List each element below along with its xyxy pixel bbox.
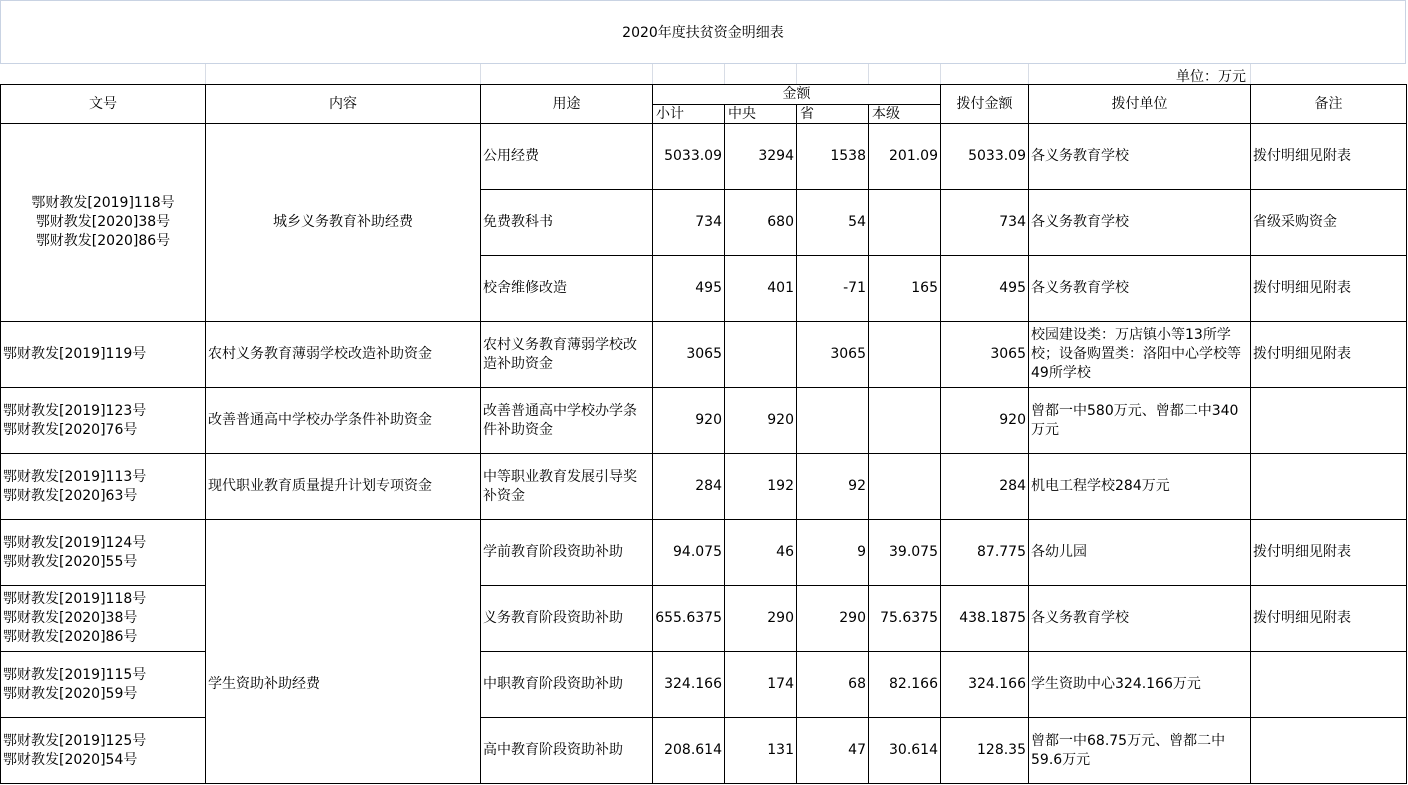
recipient-unit-cell: 各义务教育学校 [1029,190,1251,256]
use-cell: 高中教育阶段资助补助 [481,718,653,784]
remark-cell: 拨付明细见附表 [1251,124,1407,190]
use-cell: 中等职业教育发展引导奖补资金 [481,454,653,520]
remark-cell [1251,388,1407,454]
recipient-unit-cell: 各义务教育学校 [1029,124,1251,190]
table-row [1,520,1407,586]
central-cell: 290 [725,586,797,652]
content-cell: 学生资助补助经费 [206,520,481,784]
recipient-unit-cell: 各义务教育学校 [1029,256,1251,322]
use-cell: 义务教育阶段资助补助 [481,586,653,652]
table-row [1,388,1407,454]
central-cell: 3294 [725,124,797,190]
sheet-title: 2020年度扶贫资金明细表 [0,0,1406,64]
subtotal-cell: 920 [653,388,725,454]
header-province: 省 [797,105,869,124]
paid-amount-cell: 128.35 [941,718,1029,784]
header-doc: 文号 [1,85,206,124]
central-cell: 920 [725,388,797,454]
content-cell: 现代职业教育质量提升计划专项资金 [206,454,481,520]
local-cell [869,388,941,454]
local-cell: 201.09 [869,124,941,190]
doc-number-cell: 鄂财教发[2019]118号 鄂财教发[2020]38号 鄂财教发[2020]86号 [1,586,206,652]
header-paid: 拨付金额 [941,85,1029,124]
remark-cell [1251,454,1407,520]
table-row [1,454,1407,520]
paid-amount-cell: 438.1875 [941,586,1029,652]
subtotal-cell: 324.166 [653,652,725,718]
table-row [1,124,1407,190]
recipient-unit-cell: 曾都一中68.75万元、曾都二中59.6万元 [1029,718,1251,784]
doc-number-cell: 鄂财教发[2019]115号 鄂财教发[2020]59号 [1,652,206,718]
content-cell: 城乡义务教育补助经费 [206,124,481,322]
central-cell: 174 [725,652,797,718]
use-cell: 农村义务教育薄弱学校改造补助资金 [481,322,653,388]
province-cell [797,388,869,454]
province-cell: 54 [797,190,869,256]
recipient-unit-cell: 各义务教育学校 [1029,586,1251,652]
recipient-unit-cell: 曾都一中580万元、曾都二中340万元 [1029,388,1251,454]
central-cell: 192 [725,454,797,520]
recipient-unit-cell: 机电工程学校284万元 [1029,454,1251,520]
doc-number-cell: 鄂财教发[2019]118号 鄂财教发[2020]38号 鄂财教发[2020]86号 [1,124,206,322]
province-cell: 47 [797,718,869,784]
local-cell: 75.6375 [869,586,941,652]
doc-number-cell: 鄂财教发[2019]113号 鄂财教发[2020]63号 [1,454,206,520]
province-cell: -71 [797,256,869,322]
header-central: 中央 [725,105,797,124]
remark-cell: 拨付明细见附表 [1251,586,1407,652]
content-cell: 农村义务教育薄弱学校改造补助资金 [206,322,481,388]
header-content: 内容 [206,85,481,124]
remark-cell: 省级采购资金 [1251,190,1407,256]
doc-number-cell: 鄂财教发[2019]125号 鄂财教发[2020]54号 [1,718,206,784]
paid-amount-cell: 495 [941,256,1029,322]
subtotal-cell: 5033.09 [653,124,725,190]
doc-number-cell: 鄂财教发[2019]123号 鄂财教发[2020]76号 [1,388,206,454]
local-cell: 82.166 [869,652,941,718]
central-cell: 46 [725,520,797,586]
use-cell: 中职教育阶段资助补助 [481,652,653,718]
paid-amount-cell: 734 [941,190,1029,256]
central-cell: 401 [725,256,797,322]
local-cell [869,322,941,388]
use-cell: 校舍维修改造 [481,256,653,322]
local-cell [869,190,941,256]
recipient-unit-cell: 各幼儿园 [1029,520,1251,586]
recipient-unit-cell: 学生资助中心324.166万元 [1029,652,1251,718]
province-cell: 68 [797,652,869,718]
province-cell: 1538 [797,124,869,190]
use-cell: 公用经费 [481,124,653,190]
doc-number-cell: 鄂财教发[2019]124号 鄂财教发[2020]55号 [1,520,206,586]
local-cell: 30.614 [869,718,941,784]
header-use: 用途 [481,85,653,124]
header-remark: 备注 [1251,85,1407,124]
local-cell: 39.075 [869,520,941,586]
remark-cell: 拨付明细见附表 [1251,256,1407,322]
use-cell: 免费教科书 [481,190,653,256]
province-cell: 9 [797,520,869,586]
use-cell: 改善普通高中学校办学条件补助资金 [481,388,653,454]
subtotal-cell: 208.614 [653,718,725,784]
local-cell [869,454,941,520]
subtotal-cell: 734 [653,190,725,256]
remark-cell: 拨付明细见附表 [1251,322,1407,388]
paid-amount-cell: 920 [941,388,1029,454]
subtotal-cell: 495 [653,256,725,322]
recipient-unit-cell: 校园建设类：万店镇小等13所学校；设备购置类：洛阳中心学校等49所学校 [1029,322,1251,388]
header-row [1,85,1407,105]
province-cell: 3065 [797,322,869,388]
province-cell: 92 [797,454,869,520]
central-cell: 131 [725,718,797,784]
header-subtotal: 小计 [653,105,725,124]
subtotal-cell: 3065 [653,322,725,388]
fund-table [0,84,1407,784]
doc-number-cell: 鄂财教发[2019]119号 [1,322,206,388]
paid-amount-cell: 284 [941,454,1029,520]
header-unit: 拨付单位 [1029,85,1251,124]
paid-amount-cell: 5033.09 [941,124,1029,190]
paid-amount-cell: 3065 [941,322,1029,388]
province-cell: 290 [797,586,869,652]
central-cell: 680 [725,190,797,256]
table-row [1,322,1407,388]
subtotal-cell: 655.6375 [653,586,725,652]
subtotal-cell: 94.075 [653,520,725,586]
local-cell: 165 [869,256,941,322]
paid-amount-cell: 324.166 [941,652,1029,718]
central-cell [725,322,797,388]
remark-cell [1251,718,1407,784]
subtotal-cell: 284 [653,454,725,520]
unit-label: 单位：万元 [1176,69,1246,85]
remark-cell: 拨付明细见附表 [1251,520,1407,586]
use-cell: 学前教育阶段资助补助 [481,520,653,586]
paid-amount-cell: 87.775 [941,520,1029,586]
content-cell: 改善普通高中学校办学条件补助资金 [206,388,481,454]
header-local: 本级 [869,105,941,124]
header-amount: 金额 [653,85,941,105]
remark-cell [1251,652,1407,718]
